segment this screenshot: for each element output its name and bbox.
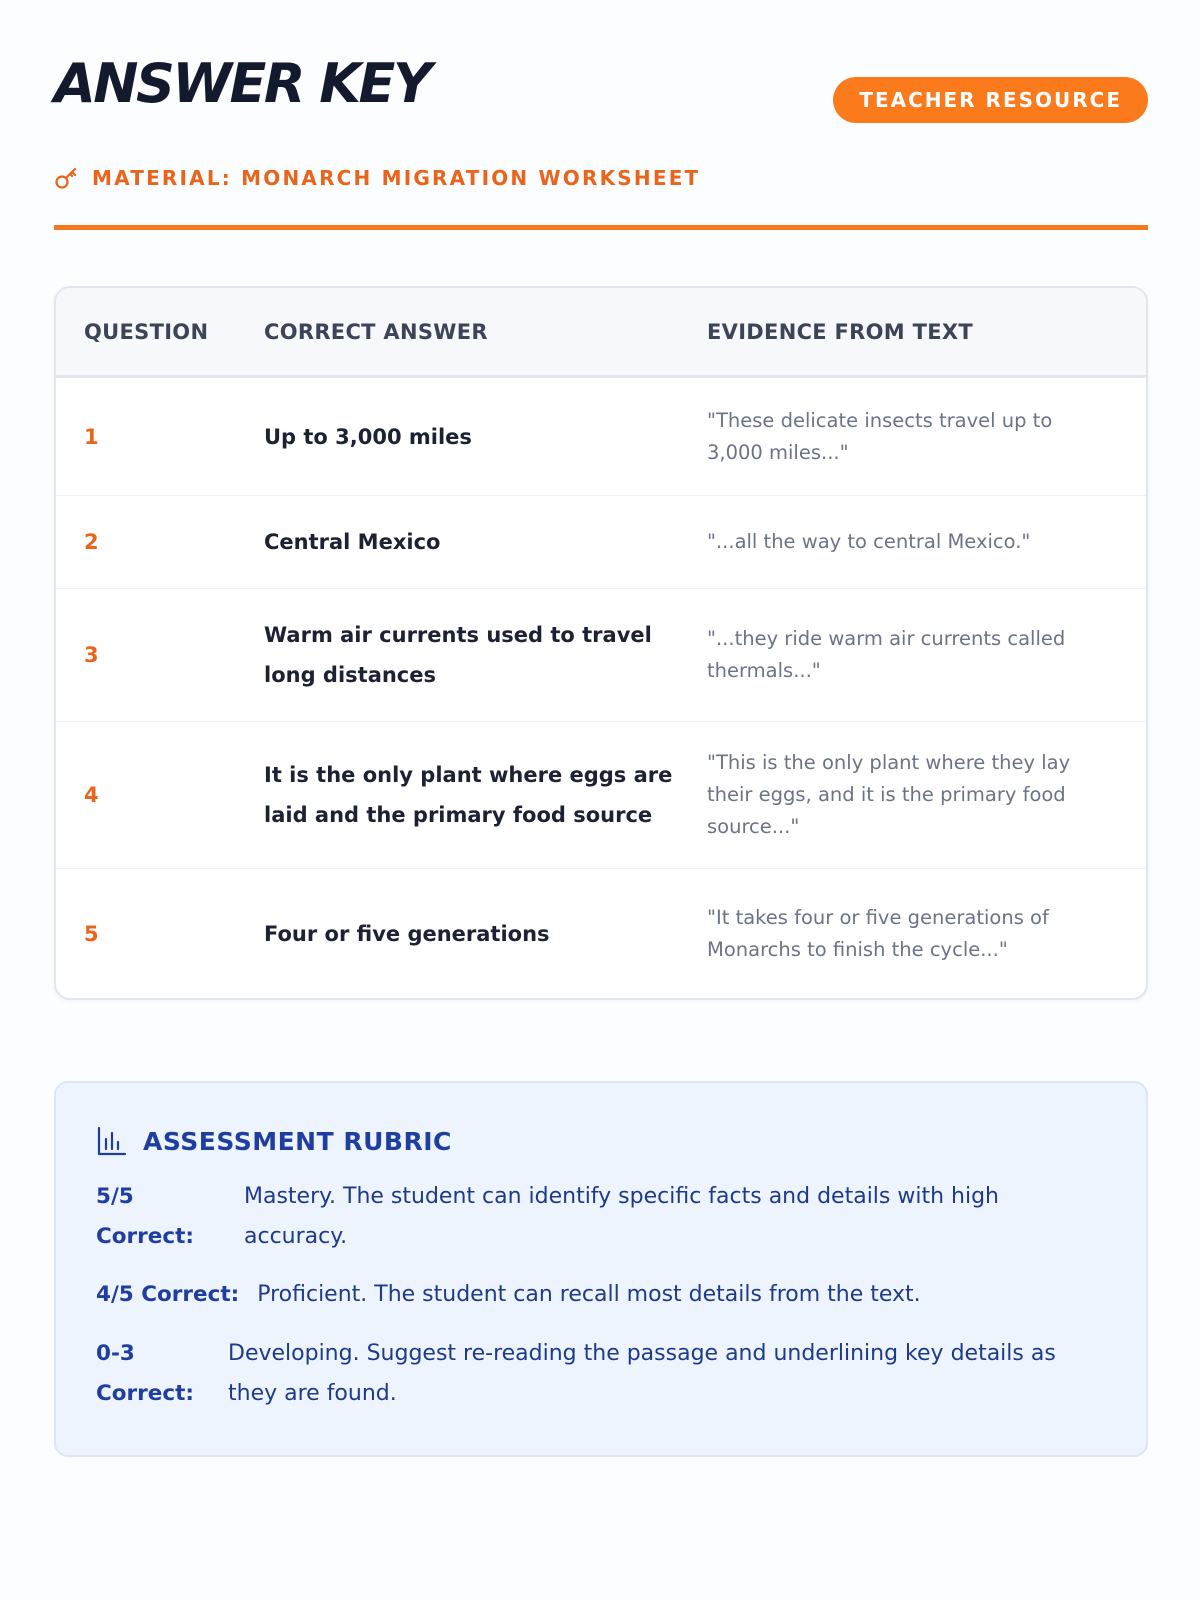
evidence-quote: "It takes four or five generations of Monarchs to finish the cycle..." — [707, 905, 1049, 961]
table-row — [56, 589, 1146, 722]
question-number: 2 — [84, 530, 99, 554]
rubric-description: Mastery. The student can identify specific facts and details with high accuracy. — [244, 1184, 1000, 1249]
answer-key-page — [54, 0, 1148, 1406]
rubric-score-label: 4/5 Correct: — [96, 1282, 240, 1307]
rubric-title: ASSESSMENT RUBRIC — [143, 1126, 452, 1156]
question-number: 3 — [84, 643, 99, 667]
table-row — [56, 722, 1146, 869]
evidence-quote: "These delicate insects travel up to 3,000 miles..." — [707, 408, 1053, 464]
header-question: QUESTION — [84, 320, 209, 344]
rubric-description: Developing. Suggest re-reading the passage and underlining key details as they are found. — [228, 1341, 1056, 1406]
key-icon — [54, 165, 80, 191]
page-header — [54, 0, 1148, 135]
correct-answer: Up to 3,000 miles — [264, 424, 472, 449]
correct-answer: It is the only plant where eggs are laid and the primary food source — [264, 763, 673, 827]
evidence-quote: "This is the only plant where they lay their eggs, and it is the primary food source..." — [707, 751, 1071, 838]
rubric-header — [96, 1125, 452, 1157]
rubric-item — [96, 1177, 1086, 1257]
rubric-score-label: 5/5 Correct: — [96, 1184, 194, 1249]
rubric-item — [96, 1275, 1086, 1315]
teacher-resource-badge: TEACHER RESOURCE — [833, 77, 1148, 123]
table-header — [56, 288, 1146, 378]
assessment-rubric — [54, 1081, 1148, 1457]
correct-answer: Warm air currents used to travel long distances — [264, 623, 652, 687]
table-row — [56, 869, 1146, 998]
answer-table — [54, 286, 1148, 1000]
evidence-quote: "...all the way to central Mexico." — [707, 530, 1031, 553]
material-label: MATERIAL: MONARCH MIGRATION WORKSHEET — [92, 166, 701, 190]
material-line — [54, 165, 700, 191]
correct-answer: Central Mexico — [264, 530, 441, 554]
header-evidence: EVIDENCE FROM TEXT — [707, 320, 973, 344]
bar-chart-icon — [96, 1125, 128, 1157]
rubric-item — [96, 1334, 1086, 1414]
header-divider — [54, 225, 1148, 230]
rubric-score-label: 0-3 Correct: — [96, 1341, 194, 1406]
table-row — [56, 378, 1146, 496]
question-number: 5 — [84, 921, 99, 946]
header-correct-answer: CORRECT ANSWER — [264, 320, 488, 344]
correct-answer: Four or five generations — [264, 921, 550, 946]
table-row — [56, 496, 1146, 589]
question-number: 1 — [84, 424, 99, 449]
page-title: ANSWER KEY — [54, 52, 430, 115]
question-number: 4 — [84, 783, 99, 807]
evidence-quote: "...they ride warm air currents called thermals..." — [707, 627, 1066, 682]
rubric-description: Proficient. The student can recall most details from the text. — [257, 1282, 921, 1307]
